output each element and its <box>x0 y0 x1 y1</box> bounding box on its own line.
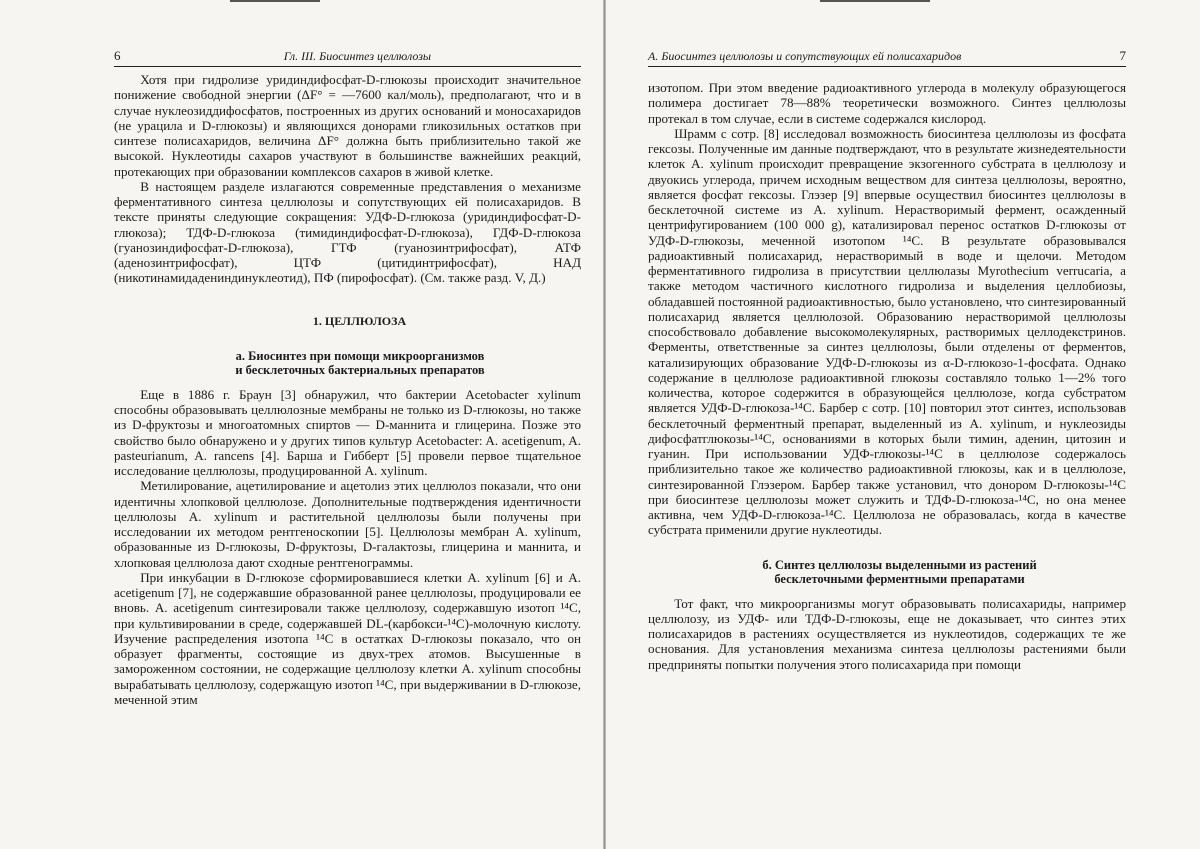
subsection-a-title-line1: а. Биосинтез при помощи микроорганизмов <box>235 348 485 363</box>
right-running-head: А. Биосинтез целлюлозы и сопутствующих ей полисахаридов <box>648 49 962 63</box>
top-rule-left <box>230 0 320 2</box>
right-text-column <box>648 80 1126 672</box>
left-text-column <box>114 72 581 707</box>
left-paragraph-1: Хотя при гидролизе уридиндифосфат-D-глюкозы происходит значительное понижение свободной энергии (ΔF° = —7600 кал/моль), предполагают, что и в случае нуклеозиддифосфатов, построенных из других оснований и моносахаридов (не урацила и D-глюкозы) и являющихся донорами гликозильных остатков при синтезе полисахаридов, величина ΔF° должна быть приблизительно такой же высокой. Нуклеотиды сахаров участвуют в большинстве важнейших реакций, протекающих при образовании комплексов сахаров в живой клетке. <box>114 72 581 179</box>
subsection-b-title-line2: бесклеточными ферментными препаратами <box>774 571 1025 586</box>
right-paragraph-1: изотопом. При этом введение радиоактивного углерода в молекулу образующегося полимера достигает 78—88% теоретически возможного. Синтез целлюлозы протекал в том случае, если в системе содержался кислород. <box>648 80 1126 126</box>
subsection-b-title-line1: б. Синтез целлюлозы выделенными из растений <box>762 557 1037 572</box>
left-paragraph-3: Еще в 1886 г. Браун [3] обнаружил, что бактерии Acetobacter xylinum способны образовывать целлюлозные мембраны не только из D-глюкозы, но также из D-фруктозы и многоатомных спиртов — D-маннита и глицерина. Позже это свойство было обнаружено и у других типов культур Acetobacter: A. acetigenum, A. pasteurianum, A. rancens [4]. Барша и Гибберт [5] провели первое тщательное исследование целлюлозы, продуцированной A. xylinum. <box>114 386 581 478</box>
section-title: 1. ЦЕЛЛЮЛОЗА <box>312 313 407 328</box>
right-paragraph-2: Шрамм с сотр. [8] исследовал возможность биосинтеза целлюлозы из фосфата гексозы. Полученные им данные подтверждают, что в результате жизнедеятельности клеток A. xylinum происходит превращение экзогенного субстрата в целлюлозу и двуокись углерода, причем исходным веществом для синтеза целлюлозы, вероятно, является фосфат гексозы. Глэзер [9] впервые осуществил биосинтез целлюлозы в бесклеточной системе из A. xylinum. Нерастворимый фермент, осажденный центрифугированием (100 000 g), катализировал перенос остатков D-глюкозы от УДФ-D-глюкозы, меченной изотопом ¹⁴C. В результате образовывался радиоактивный полисахарид, нерастворимый в воде и щелочи. Методом ферментативного гидролиза в присутствии целлюлазы Myrothecium verrucaria, а также методом частичного кислотного гидролиза и выделения целлобиозы, обладавшей постоянной радиоактивностью, было установлено, что синтезированный полисахарид является целлюлозой. Образованию нерастворимой целлюлозы способствовало добавление высокомолекулярных, растворимых целлодекстринов. Ферменты, ответственные за синтез целлюлозы, были отделены от ферментов, катализирующих образование УДФ-D-глюкозы из α-D-глюкозо-1-фосфата. Однако содержание в целлюлозе радиоактивной глюкозы составляло только 1—2% того количества, которое содержится в образующейся целлюлозе, когда субстратом является УДФ-D-глюкоза-¹⁴C. Барбер с сотр. [10] повторил этот синтез, использовав бесклеточный ферментный препарат, выделенный из A. xylinum, и нуклеозиды дифосфатглюкозы-¹⁴C, основаниями в которых были тимин, аденин, цитозин и гуанин. При использовании УДФ-глюкозы-¹⁴C в целлюлозе содержалось приблизительно такое же количество радиоактивной глюкозы, как и в целлюлозе, синтезированной Глэзером. Барбер также установил, что донором D-глюкозы-¹⁴C при биосинтезе целлюлозы может служить и ТДФ-D-глюкоза-¹⁴C, но она менее активна, чем УДФ-D-глюкоза-¹⁴C. Целлюлоза не образовалась, когда в качестве субстрата применили другие нуклеотиды. <box>648 125 1126 538</box>
left-paragraph-4: Метилирование, ацетилирование и ацетолиз этих целлюлоз показали, что они идентичны хлопковой целлюлозе. Дополнительные подтверждения идентичности целлюлозы A. xylinum и растительной целлюлозы были получены при исследовании их методом рентгеноскопии [5]. Целлюлозы мембран A. xylinum, образованные из D-глюкозы, D-фруктозы, D-галактозы, глицерина и маннита, и хлопковая целлюлоза дают сходные рентгенограммы. <box>114 478 581 570</box>
left-page-number: 6 <box>114 48 121 63</box>
left-running-head: Гл. III. Биосинтез целлюлозы <box>283 49 431 63</box>
left-running-header <box>114 48 581 67</box>
right-running-header <box>648 48 1126 67</box>
right-page-number: 7 <box>1119 48 1126 63</box>
top-rule-right <box>820 0 930 2</box>
subsection-a-title-line2: и бесклеточных бактериальных препаратов <box>235 362 485 377</box>
left-paragraph-2: В настоящем разделе излагаются современные представления о механизме ферментативного синтеза целлюлозы и сопутствующих ей полисахаридов. В тексте приняты следующие сокращения: УДФ-D-глюкоза (уридиндифосфат-D-глюкоза); ТДФ-D-глюкоза (тимидиндифосфат-D-глюкоза), ГДФ-D-глюкоза (гуанозиндифосфат-D-глюкоза), ГТФ (гуанозинтрифосфат), АТФ (аденозинтрифосфат), ЦТФ (цитидинтрифосфат), НАД (никотинамидадениндинуклеотид), ПФ (пирофосфат). (См. также разд. V, Д.) <box>114 178 581 286</box>
right-paragraph-3: Тот факт, что микроорганизмы могут образовывать полисахариды, например целлюлозу, из УДФ- или ТДФ-D-глюкозы, еще не доказывает, что синтез этих полисахаридов в растениях осуществляется из нуклеотидов, содержащих те же основания. Для установления механизма синтеза целлюлозы растениями были предприняты попытки получения этого полисахарида при помощи <box>648 595 1126 672</box>
left-paragraph-5: При инкубации в D-глюкозе сформировавшиеся клетки A. xylinum [6] и A. acetigenum [7], не содержавшие образованной ранее целлюлозы, продуцировали ее вновь. A. acetigenum синтезировали также целлюлозу, содержавшую изотоп ¹⁴C, при культивировании в среде, содержавшей DL-(карбокси-¹⁴C)-молочную кислоту. Изучение распределения изотопа ¹⁴C в остатках D-глюкозы показало, что он образует фрагменты, состоящие из двух-трех атомов. Высушенные в замороженном состоянии, не содержащие целлюлозу клетки A. xylinum способны вырабатывать целлюлозу, содержащую изотоп ¹⁴C, при выдерживании в D-глюкозе, меченной этим <box>114 569 581 707</box>
